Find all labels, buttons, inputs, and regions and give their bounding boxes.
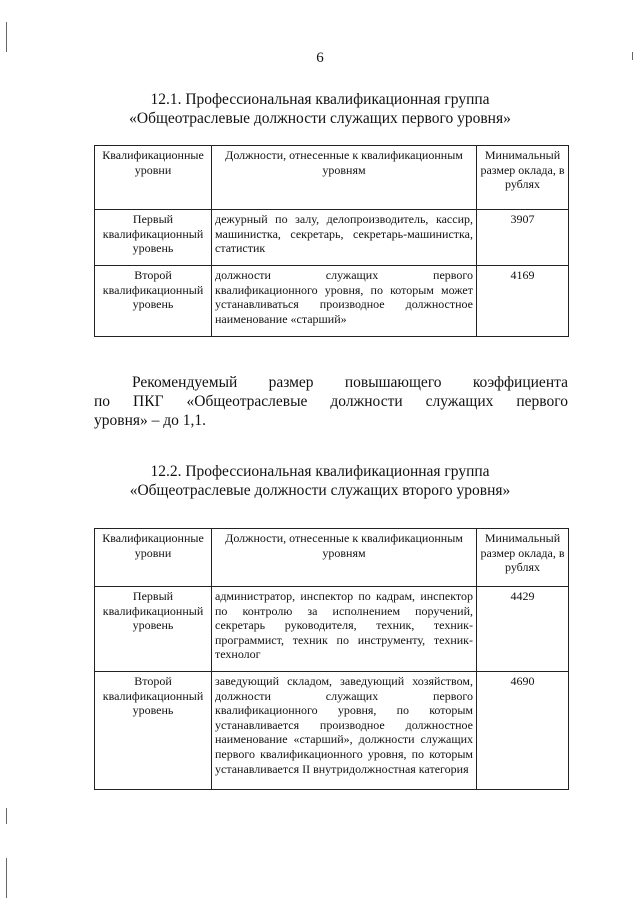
table-row [95, 266, 569, 337]
header-positions: Должности, отнесенные к квалификационным уровням [212, 146, 477, 210]
word: «Общеотраслевые [186, 393, 308, 410]
section-1-heading [0, 90, 640, 128]
header-qualification-levels: Квалификационные уровни [95, 146, 212, 210]
paragraph-line [94, 392, 568, 411]
level-cell: Первый квалификационный уровень [95, 587, 212, 672]
word: служащих [425, 393, 494, 410]
section-2-table [94, 528, 569, 790]
salary-cell: 4169 [477, 266, 569, 337]
word: ПКГ [133, 393, 164, 410]
section-2-title-line-2: «Общеотраслевые должности служащих второго уровня» [129, 482, 511, 499]
paragraph-line [94, 373, 568, 392]
word: размер [268, 374, 314, 391]
word: первого [516, 393, 568, 410]
header-minimum-salary: Минимальный размер оклада, в рублях [477, 146, 569, 210]
section-1-table [94, 145, 569, 337]
recommended-coefficient-paragraph [94, 373, 568, 430]
word: должности [330, 393, 403, 410]
level-cell: Второй квалификационный уровень [95, 672, 212, 790]
page-number: 6 [316, 50, 324, 66]
salary-cell: 4690 [477, 672, 569, 790]
word: коэффициента [472, 374, 568, 391]
paragraph-line-end: уровня» – до 1,1. [94, 412, 207, 429]
scan-margin-mark-middle [6, 808, 7, 824]
table-row [95, 210, 569, 266]
paragraph-line [94, 411, 568, 430]
positions-cell: заведующий складом, заведующий хозяйством, должности служащих первого квалификационного уровня, по которым устанавливается производное должностное наименование «старший», должности служащих первого квалификационного уровня, по которым устанавливается II внутридолжностная категория [212, 672, 477, 790]
word: повышающего [344, 374, 442, 391]
scan-margin-mark-bottom [6, 858, 7, 898]
header-minimum-salary: Минимальный размер оклада, в рублях [477, 529, 569, 587]
section-1-title-line-2: «Общеотраслевые должности служащих первого уровня» [129, 110, 511, 127]
table-row [95, 587, 569, 672]
table-header-row [95, 529, 569, 587]
level-cell: Второй квалификационный уровень [95, 266, 212, 337]
positions-cell: должности служащих первого квалификационного уровня, по которым может устанавливаться производное должностное наименование «старший» [212, 266, 477, 337]
positions-cell: дежурный по залу, делопроизводитель, кассир, машинистка, секретарь, секретарь-машинистка, статистик [212, 210, 477, 266]
section-2-title-line-1: 12.2. Профессиональная квалификационная группа [150, 463, 490, 480]
header-qualification-levels: Квалификационные уровни [95, 529, 212, 587]
word: Рекомендуемый [132, 374, 238, 391]
salary-cell: 3907 [477, 210, 569, 266]
table-header-row [95, 146, 569, 210]
table-row [95, 672, 569, 790]
salary-cell: 4429 [477, 587, 569, 672]
level-cell: Первый квалификационный уровень [95, 210, 212, 266]
positions-cell: администратор, инспектор по кадрам, инспектор по контролю за исполнением поручений, секретарь руководителя, техник, техник-программист, техник по инструменту, техник-технолог [212, 587, 477, 672]
scan-margin-mark-top [6, 22, 7, 52]
word: по [94, 393, 111, 410]
section-2-heading [0, 462, 640, 500]
header-positions: Должности, отнесенные к квалификационным уровням [212, 529, 477, 587]
section-1-title-line-1: 12.1. Профессиональная квалификационная группа [150, 91, 490, 108]
